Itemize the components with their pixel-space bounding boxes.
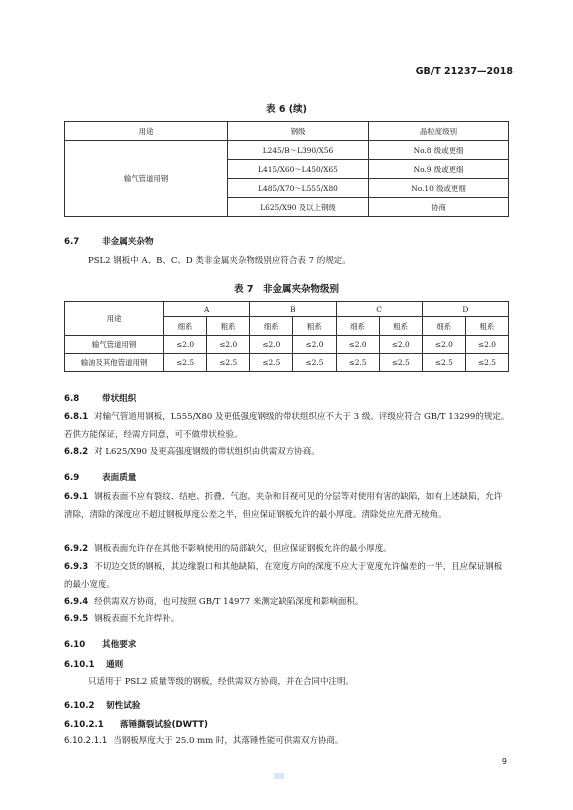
clause-6-9-1 [64, 489, 510, 524]
section-6-8-heading [64, 392, 136, 404]
clause-text: 钢板表面不允许焊补。 [94, 614, 180, 624]
clause-6-10-2-1-1 [64, 733, 510, 751]
table7-value-cell: ≤2.0 [293, 336, 336, 354]
standard-number: GB/T 21237—2018 [415, 66, 513, 77]
table7-group-header: C [336, 302, 422, 317]
section-6-7-text: PSL2 钢板中 A、B、C、D 类非金属夹杂物级别应符合表 7 的规定。 [88, 256, 351, 266]
clause-text: 对 L625/X90 及更高强度钢级的带状组织由供需双方协商。 [94, 447, 320, 457]
table6-grade-cell: L415/X60～L450/X65 [228, 160, 369, 179]
table7-sub-header: 粗系 [379, 317, 422, 336]
table7-value-cell: ≤2.5 [465, 354, 508, 372]
clause-number: 6.9.1 [64, 492, 89, 502]
table7-value-cell: ≤2.0 [336, 336, 379, 354]
table6-header-grain: 晶粒度级别 [369, 122, 509, 141]
clause-text: 当钢板厚度大于 25.0 mm 时，其落锤性能可供需双方协商。 [113, 736, 344, 746]
table7-value-cell: ≤2.0 [207, 336, 250, 354]
table6-grain-cell: 协商 [369, 198, 509, 217]
table7-sub-header: 细系 [422, 317, 465, 336]
section-number: 6.10.1 [64, 660, 95, 670]
section-6-7-heading [64, 235, 154, 247]
section-number: 6.9 [64, 473, 80, 483]
table7-value-cell: ≤2.0 [465, 336, 508, 354]
section-title: 非金属夹杂物 [102, 237, 154, 247]
table6-grade-cell: L625/X90 及以上钢级 [228, 198, 369, 217]
table7-value-cell: ≤2.5 [207, 354, 250, 372]
table7-value-cell: ≤2.0 [164, 336, 207, 354]
section-number: 6.10.2.1 [64, 720, 104, 730]
table7-sub-header: 细系 [250, 317, 293, 336]
table6-grade-cell: L485/X70～L555/X80 [228, 179, 369, 198]
clause-text: 钢板表面允许存在其他不影响使用的局部缺欠，但应保证钢板允许的最小厚度。 [94, 544, 392, 554]
table7-group-header: B [250, 302, 336, 317]
section-6-10-heading [64, 638, 136, 650]
section-6-10-2-heading [64, 699, 140, 711]
clause-text: 钢板表面不应有裂纹、结疤、折叠、气泡、夹杂和目视可见的分层等对使用有害的缺陷，如有上述缺陷，允许清除，清除的深度应不超过钢板厚度公差之半，但应保证钢板允许的最小厚度。清除处应光滑无棱角。 [64, 492, 503, 520]
table7-value-cell: ≤2.0 [379, 336, 422, 354]
clause-text: 对输气管道用钢板，L555/X80 及更低强度钢级的带状组织应不大于 3 级。评级应符合 GB/T 13299的规定。若供方能保证，经需方同意，可不做带状检验。 [64, 412, 510, 440]
table6-header-usage: 用途 [65, 122, 228, 141]
table7-sub-header: 粗系 [207, 317, 250, 336]
clause-number: 6.9.2 [64, 544, 89, 554]
table6-caption: 表 6 (续) [266, 104, 307, 115]
table7-value-cell: ≤2.0 [422, 336, 465, 354]
clause-text: 不切边交货的钢板，其边缘裂口和其他缺陷，在宽度方向的深度不应大于宽度允许偏差的一半，且应保证钢板的最小宽度。 [64, 562, 503, 590]
table7-value-cell: ≤2.5 [293, 354, 336, 372]
table7-usage-cell: 输油及其他管道用钢 [65, 354, 164, 372]
table7 [64, 301, 509, 372]
section-6-10-1-heading [64, 658, 123, 670]
table7-usage-cell: 输气管道用钢 [65, 336, 164, 354]
clause-number: 6.8.2 [64, 447, 89, 457]
table7-value-cell: ≤2.5 [250, 354, 293, 372]
section-title: 韧性试验 [106, 701, 141, 711]
section-title: 落锤撕裂试验(DWTT) [120, 720, 208, 730]
section-number: 6.10.2 [64, 701, 95, 711]
table6-grain-cell: No.10 级或更细 [369, 179, 509, 198]
table-row [65, 354, 509, 372]
table7-value-cell: ≤2.0 [250, 336, 293, 354]
table6-grade-cell: L245/B～L390/X56 [228, 141, 369, 160]
table7-caption: 表 7 非金属夹杂物级别 [234, 284, 339, 295]
clause-6-9-4 [64, 594, 510, 612]
clause-number: 6.10.2.1.1 [64, 736, 108, 746]
section-number: 6.7 [64, 237, 80, 247]
clause-number: 6.9.5 [64, 614, 89, 624]
clause-number: 6.8.1 [64, 412, 89, 422]
table7-value-cell: ≤2.5 [336, 354, 379, 372]
table-row [65, 336, 509, 354]
section-title: 其他要求 [102, 640, 137, 650]
table7-sub-header: 细系 [336, 317, 379, 336]
section-title: 通则 [106, 660, 124, 670]
table6-grain-cell: No.9 级或更细 [369, 160, 509, 179]
section-title: 表面质量 [102, 473, 137, 483]
section-6-9-heading [64, 471, 136, 483]
table7-sub-header: 粗系 [465, 317, 508, 336]
section-number: 6.10 [64, 640, 86, 650]
table6-header-grade: 钢级 [228, 122, 369, 141]
table7-group-header: A [164, 302, 250, 317]
clause-6-9-2 [64, 541, 510, 559]
watermark-mark [274, 773, 284, 779]
table6-usage-cell: 输气管道用钢 [65, 141, 228, 217]
table7-value-cell: ≤2.5 [164, 354, 207, 372]
table7-value-cell: ≤2.5 [422, 354, 465, 372]
page-number: 9 [501, 757, 507, 766]
table7-group-header: D [422, 302, 508, 317]
section-title: 带状组织 [102, 394, 137, 404]
clause-6-9-5 [64, 611, 510, 629]
table7-header-usage: 用途 [65, 302, 164, 336]
section-6-10-2-1-heading [64, 718, 208, 730]
table6 [64, 121, 509, 217]
clause-6-8-2 [64, 444, 510, 462]
clause-number: 6.9.3 [64, 562, 89, 572]
table7-value-cell: ≤2.5 [379, 354, 422, 372]
table7-sub-header: 细系 [164, 317, 207, 336]
clause-text: 经供需双方协商，也可按照 GB/T 14977 来测定缺陷深度和影响面积。 [94, 597, 364, 607]
clause-6-8-1 [64, 409, 510, 444]
clause-6-9-3 [64, 559, 510, 594]
table7-sub-header: 粗系 [293, 317, 336, 336]
section-6-10-1-text: 只适用于 PSL2 质量等级的钢板，经供需双方协商，并在合同中注明。 [88, 677, 355, 687]
table6-grain-cell: No.8 级或更细 [369, 141, 509, 160]
section-number: 6.8 [64, 394, 80, 404]
clause-number: 6.9.4 [64, 597, 89, 607]
